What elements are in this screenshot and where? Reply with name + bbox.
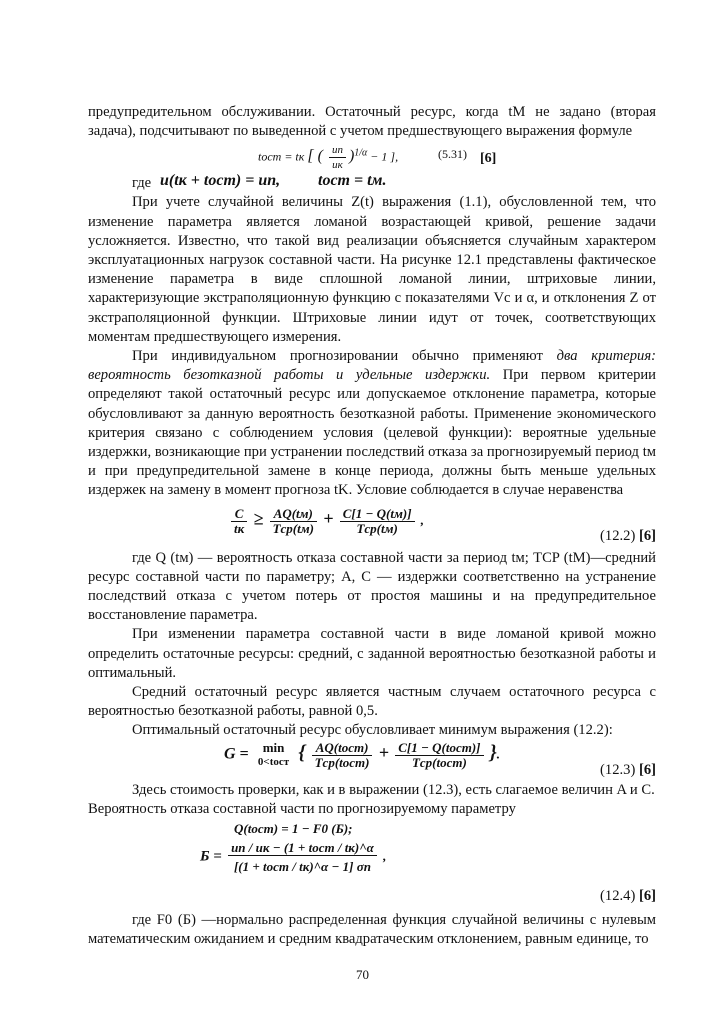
paragraph-random-variable: При учете случайной величины Z(t) выражения (1.1), обусловленной тем, что изменение параметра является ломаной возрастающей кривой, решение задачи усложняется. Известно, что такой вид реализации объясняется случайным характером эксплуатационных нагрузок составной части. На рисунке 12.1 представлены фактическое изменение параметра в виде сплошной ломаной линии, штриховые линии, характеризующие экстраполяционную функцию с показателями Vc и α, и отклонения Z от экстраполяционной функции. Штриховые линии идут от точек, соответствующих моментам предшествующего измерения. — [88, 194, 656, 345]
formula-text: , — [383, 848, 387, 864]
paragraph-definitions: где Q (tм) — вероятность отказа составной части за период tм; TCP (tM)—средний ресурс составной части по параметру; A, C — издержки соответственно на устранение последствий отказа с учетом потерь от простоя машины и на предупредительное восстановление параметра. — [88, 549, 656, 624]
page-body — [88, 103, 656, 950]
formula-text: u(tк + tост) = uп, — [160, 172, 281, 190]
equation-number: (5.31) — [438, 147, 467, 162]
formula-where-condition — [88, 171, 656, 193]
formula-numerator: uп — [329, 143, 346, 158]
paragraph-criteria — [88, 347, 656, 501]
equation-number: (12.2) — [600, 527, 636, 544]
formula-text: Б = — [200, 848, 222, 865]
formula-min-subscript: 0<tост — [257, 756, 290, 769]
formula-text: tост = tм. — [318, 172, 387, 190]
page-number: 70 — [356, 967, 369, 982]
formula-denominator: Tср(tост) — [314, 754, 370, 770]
formula-numerator: uп / uк — [231, 840, 270, 856]
formula-operator: + — [323, 508, 334, 529]
formula-12-2 — [88, 501, 656, 549]
reference-marker: [6] — [638, 888, 656, 905]
formula-denominator: Tср(tост) — [411, 754, 467, 770]
formula-numerator: C[1 − Q(tм)] — [340, 507, 415, 522]
paragraph-broken-curve: При изменении параметра составной части в виде ломаной кривой можно определить остаточные ресурсы: средний, с заданной вероятностью безотказной работы и оптимальный. — [88, 626, 656, 681]
equation-number: (12.3) — [600, 761, 636, 778]
formula-exponent: 1/α — [354, 147, 368, 159]
text-run: При первом критерии определяют такой остаточный ресурс или допускаемое отклонение параметра, которые обусловливают за данную вероятность безотказной работы. Применение экономического критерия связано с соблюдением условия (целевой функции): вероятные удельные издержки, возникающие при устранении последствий отказа за прогнозируемый период tм и при предупредительной замене в конце периода, должны быть меньше удельных издержек на замену в момент прогноза tK. Условие соблюдается в случае неравенства — [88, 367, 656, 499]
formula-denominator: [(1 + tост / tк)^α − 1] σп — [233, 859, 371, 875]
criteria-emphasis: два критерия: вероятность безотказной работы и удельные издержки. — [88, 348, 656, 384]
formula-relation: ≥ — [253, 508, 264, 529]
where-label: где — [132, 175, 152, 192]
formula-denominator: uк — [332, 159, 343, 172]
formula-numerator: − (1 + tост / tк)^α — [272, 840, 374, 856]
paragraph-optimal-resource: Оптимальный остаточный ресурс обусловливает минимум выражения (12.2): — [132, 722, 613, 739]
paragraph-intro: предупредительном обслуживании. Остаточный ресурс, когда tM не задано (вторая задача), подсчитывают по выведенной с учетом предшествующего выражения формуле — [88, 104, 656, 140]
reference-marker: [6] — [638, 527, 656, 544]
formula-denominator: tк — [234, 520, 245, 536]
reference-marker: [6] — [480, 151, 497, 167]
paragraph-check-cost: Здесь стоимость проверки, как и в выражении (12.3), есть слагаемое величин A и C. — [132, 781, 655, 798]
formula-min: min — [262, 740, 285, 756]
formula-text: , — [420, 512, 425, 528]
equation-number: (12.4) — [600, 888, 636, 905]
formula-5-31: tост = tк [ ( $\frac{uп}{uк}$ )$^{1/\alpha}$ − 1 ], (5.31) [6] — [258, 144, 497, 172]
formula-numerator: C — [231, 507, 247, 522]
paragraph-average-resource: Средний остаточный ресурс является частным случаем остаточного ресурса с вероятностью безотказной работы, равной 0,5. — [88, 684, 656, 720]
paragraph-normal-distribution: где F0 (Б) —нормально распределенная функция случайной величины с нулевым математическим ожиданием и средним квадратаческим отклонением, равным единице, то — [88, 912, 656, 948]
text-run: При индивидуальном прогнозировании обычно применяют — [132, 348, 557, 365]
formula-text: . — [496, 746, 500, 762]
formula-numerator: AQ(tост) — [312, 741, 373, 756]
formula-text: − 1 ], — [370, 149, 399, 164]
formula-12-3: G = min 0<tост { $\frac{\text{AQ(tост)}}{\text{Tср(tост)}}$ + $\frac{\text{C[1 − Q(tост)]}}{\text{Tср(tост)}}$ }. (12.3) [6] — [224, 739, 656, 778]
formula-numerator: C[1 − Q(tост)] — [395, 741, 483, 756]
paragraph-failure-probability: Вероятность отказа составной части по прогнозируемому параметру — [88, 800, 516, 817]
formula-operator: + — [378, 742, 389, 763]
formula-text: Q(tост) = 1 − F0 (Б); — [234, 821, 353, 837]
formula-text: tост = tк — [258, 149, 305, 164]
reference-marker: [6] — [638, 761, 656, 778]
formula-numerator: AQ(tм) — [270, 507, 317, 522]
formula-12-4 — [88, 819, 656, 911]
formula-denominator: Tср(tм) — [356, 520, 398, 536]
formula-text: G = — [224, 745, 249, 763]
formula-denominator: Tср(tм) — [272, 520, 314, 536]
